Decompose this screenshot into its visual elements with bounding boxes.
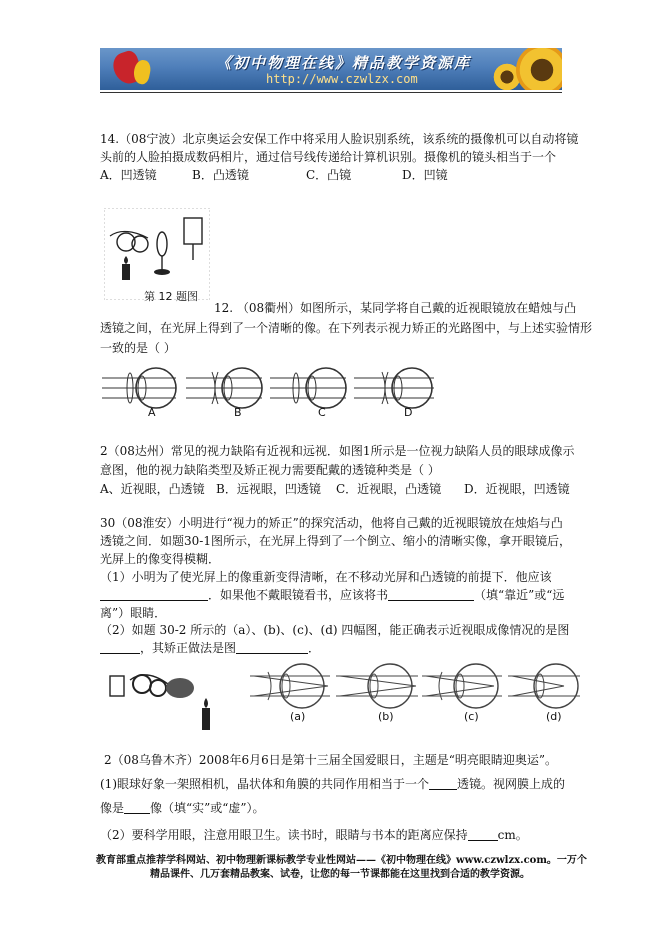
- q2b-line-1: 2（08乌鲁木齐）2008年6月6日是第十三届全国爱眼日，主题是“明亮眼睛迎奥运”。: [104, 753, 557, 767]
- q14-option-c: C．凸镜: [306, 168, 352, 182]
- q30-blank-1[interactable]: [100, 588, 208, 601]
- q30-line-2: 透镜之间．如题30-1图所示，在光屏上得到了一个倒立、缩小的清晰实像，拿开眼镜后，: [100, 534, 571, 548]
- q2b-blank-1[interactable]: [429, 777, 457, 790]
- q2b-part1-end-2: 像（填“实”或“虚”）。: [150, 801, 265, 815]
- q30-eye-diagrams: [250, 660, 580, 724]
- q2a-option-a: A、近视眼，凸透镜: [100, 482, 205, 496]
- q30-part1-line-1: （1）小明为了使光屏上的像重新变得清晰，在不移动光屏和凸透镜的前提下．他应该: [100, 570, 552, 584]
- eye-label-a: (a): [290, 710, 306, 723]
- q14-line-2: 头前的人脸拍摄成数码相片，通过信号线传递给计算机识别。摄像机的镜头相当于一个: [100, 150, 557, 164]
- q12-label-b: B: [234, 406, 242, 419]
- q2b-part1-line-1: [100, 776, 565, 792]
- q12-diagram-c: [270, 368, 346, 408]
- eye-label-b: (b): [378, 710, 394, 723]
- q12-label-d: D: [404, 406, 413, 419]
- q2b-part1-start-2: 像是: [100, 801, 125, 815]
- q12-line-1: 12. （08衢州）如图所示，某同学将自己戴的近视眼镜放在蜡烛与凸: [214, 301, 577, 315]
- q30-part2-line-2: [100, 640, 320, 656]
- q14-option-d: D．凹镜: [402, 168, 448, 182]
- q30-part2-mid: ，其矫正做法是图: [140, 641, 237, 655]
- q12-diagram-d: [354, 368, 434, 408]
- q12-diagram-row: [100, 362, 440, 420]
- q12-label-a: A: [148, 406, 156, 419]
- q2a-option-d: D．近视眼，凹透镜: [464, 482, 570, 496]
- eye-diagram-a: [250, 664, 330, 708]
- q2b-part1-start: (1)眼球好象一架照相机，晶状体和角膜的共同作用相当于一个: [100, 777, 430, 791]
- banner-url[interactable]: http://www.czwlzx.com: [266, 72, 418, 86]
- site-banner: [100, 48, 562, 90]
- eye-diagram-b: [336, 664, 418, 708]
- q30-line-3: 光屏上的像变得模糊．: [100, 552, 221, 566]
- q30-line-1: 30（08淮安）小明进行“视力的矫正”的探究活动，他将自己戴的近视眼镜放在烛焰与凸: [100, 516, 563, 530]
- q30-part2-line-1: （2）如题 30-2 所示的（a）、(b)、(c)、(d) 四幅图，能正确表示近视眼成像情况的是图: [100, 623, 570, 637]
- q2a-option-b: B．远视眼，凹透镜: [216, 482, 321, 496]
- q12-label-c: C: [318, 406, 326, 419]
- q30-blank-2[interactable]: [388, 588, 474, 601]
- eye-diagram-d: [508, 664, 580, 708]
- eye-label-c: (c): [464, 710, 479, 723]
- q30-part1-tail: （填“靠近”或“远: [474, 588, 565, 602]
- q30-part1-line-3: 离”）眼睛．: [100, 606, 167, 620]
- q2b-blank-2[interactable]: [124, 801, 150, 814]
- q12-line-3: 一致的是（ ）: [100, 341, 176, 355]
- q12-diagram-a: [102, 368, 176, 408]
- q30-blank-3[interactable]: [100, 641, 140, 654]
- q2b-part2-end: cm。: [497, 828, 528, 842]
- q30-figure-1: [106, 658, 218, 738]
- q12-diagram-b: [186, 368, 262, 408]
- q2a-line-2: 意图，他的视力缺陷类型及矫正视力需要配戴的透镜种类是（ ）: [100, 463, 440, 477]
- eye-label-d: (d): [546, 710, 562, 723]
- q12-line-2: 透镜之间，在光屏上得到了一个清晰的像。在下列表示视力矫正的光路图中，与上述实验情形: [100, 321, 593, 335]
- q14-line-1: 14.（08宁波）北京奥运会安保工作中将采用人脸识别系统，该系统的摄像机可以自动将镜: [100, 132, 579, 146]
- eye-diagram-c: [422, 664, 502, 708]
- banner-title: 《初中物理在线》精品教学资源库: [216, 54, 472, 72]
- footer-line-1: 教育部重点推荐学科网站、初中物理新课标教学专业性网站——《初中物理在线》www.czwlzx.com。一万个: [96, 855, 587, 866]
- q2b-part2-start: （2）要科学用眼，注意用眼卫生。读书时，眼睛与书本的距离应保持: [100, 828, 468, 842]
- q14-option-b: B．凸透镜: [192, 168, 249, 182]
- q30-part1-mid: ．如果他不戴眼镜看书，应该将书: [208, 588, 389, 602]
- q12-figure-caption: 第 12 题图: [144, 290, 198, 303]
- q2b-part1-line-2: [100, 800, 265, 816]
- q2b-blank-3[interactable]: [468, 828, 498, 841]
- sunflower-icon: [516, 48, 562, 90]
- q2a-line-1: 2（08达州）常见的视力缺陷有近视和远视．如图1所示是一位视力缺陷人员的眼球成像示: [100, 444, 575, 458]
- footer-line-2: 精品课件、几万套精品教案、试卷，让您的每一节课都能在这里找到合适的教学资源。: [150, 869, 530, 880]
- q2b-part2-line-1: [100, 827, 528, 843]
- q30-part1-line-2: [100, 587, 564, 603]
- q30-blank-4[interactable]: [236, 641, 308, 654]
- q2a-option-c: C．近视眼，凸透镜: [336, 482, 442, 496]
- q14-option-a: A．凹透镜: [100, 168, 157, 182]
- header-divider: [100, 92, 562, 93]
- q2b-part1-end: 透镜。视网膜上成的: [457, 777, 566, 791]
- q30-part2-tail: ．: [308, 641, 321, 655]
- q12-figure: [104, 208, 210, 303]
